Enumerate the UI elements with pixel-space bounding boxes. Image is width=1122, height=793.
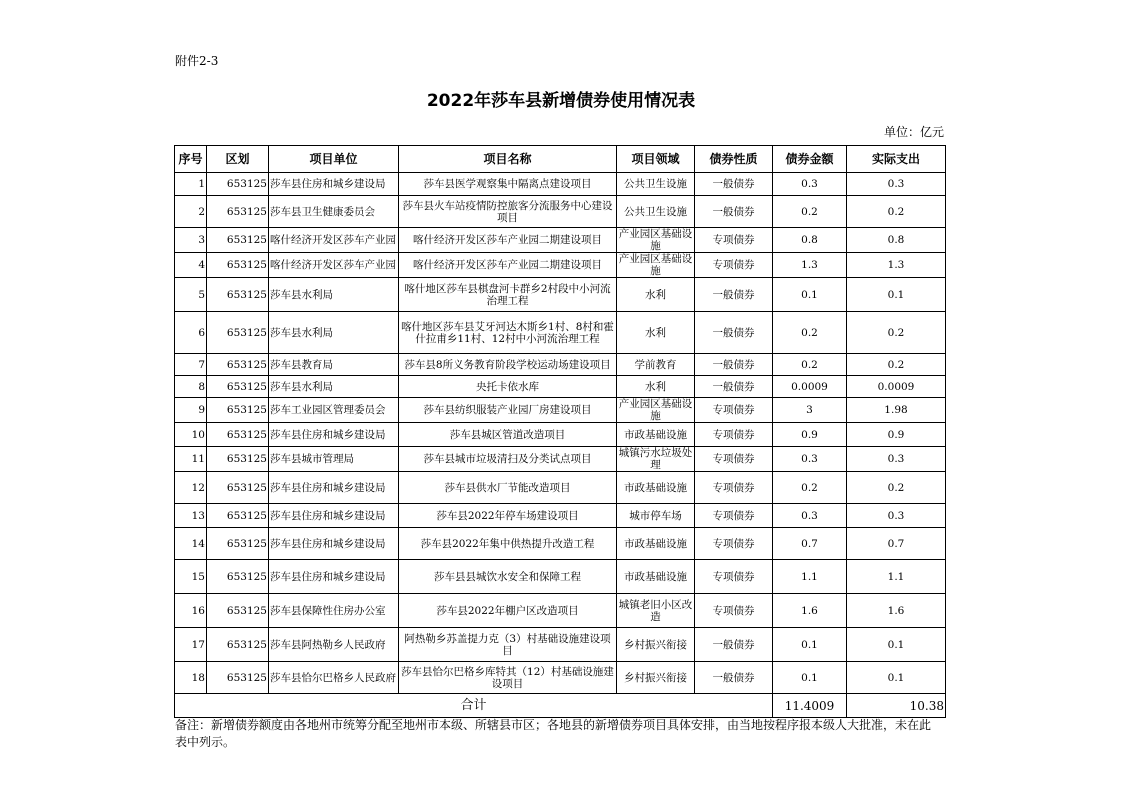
row-spent: 0.1 xyxy=(847,278,946,312)
row-amount: 0.7 xyxy=(773,528,847,560)
page-title: 2022年莎车县新增债券使用情况表 xyxy=(426,91,696,111)
row-unit: 莎车县保障性住房办公室 xyxy=(269,594,399,628)
header-field: 项目领域 xyxy=(617,146,695,173)
row-field: 城镇污水垃圾处理 xyxy=(617,447,695,472)
row-code: 653125 xyxy=(207,472,269,504)
row-bond-type: 专项债券 xyxy=(695,594,773,628)
row-field: 城市停车场 xyxy=(617,504,695,528)
row-amount: 3 xyxy=(773,398,847,423)
row-unit: 莎车县水利局 xyxy=(269,376,399,398)
row-field: 市政基础设施 xyxy=(617,472,695,504)
row-project-name: 莎车县2022年集中供热提升改造工程 xyxy=(399,528,617,560)
row-project-name: 喀什经济开发区莎车产业园二期建设项目 xyxy=(399,228,617,253)
table-row xyxy=(175,447,946,472)
row-project-name: 莎车县供水厂节能改造项目 xyxy=(399,472,617,504)
table-row xyxy=(175,504,946,528)
header-amount: 债券金额 xyxy=(773,146,847,173)
row-unit: 莎车县住房和城乡建设局 xyxy=(269,504,399,528)
total-label: 合计 xyxy=(175,694,773,718)
row-code: 653125 xyxy=(207,628,269,662)
row-unit: 莎车县住房和城乡建设局 xyxy=(269,560,399,594)
row-bond-type: 专项债券 xyxy=(695,560,773,594)
row-no: 15 xyxy=(175,560,207,594)
row-project-name: 阿热勒乡苏盖提力克（3）村基础设施建设项目 xyxy=(399,628,617,662)
footnote: 备注：新增债券额度由各地州市统筹分配至地州市本级、所辖县市区；各地县的新增债券项目具体安排，由当地按程序报本级人大批准，未在此表中列示。 xyxy=(175,718,932,749)
row-amount: 0.0009 xyxy=(773,376,847,398)
row-bond-type: 一般债券 xyxy=(695,354,773,376)
row-code: 653125 xyxy=(207,253,269,278)
row-project-name: 莎车县火车站疫情防控旅客分流服务中心建设项目 xyxy=(399,196,617,228)
table-row xyxy=(175,662,946,694)
row-project-name: 莎车县城区管道改造项目 xyxy=(399,423,617,447)
row-unit: 莎车县阿热勒乡人民政府 xyxy=(269,628,399,662)
row-code: 653125 xyxy=(207,228,269,253)
row-bond-type: 专项债券 xyxy=(695,528,773,560)
row-code: 653125 xyxy=(207,376,269,398)
row-no: 8 xyxy=(175,376,207,398)
row-project-name: 央托卡依水库 xyxy=(399,376,617,398)
row-no: 9 xyxy=(175,398,207,423)
row-project-name: 莎车县县城饮水安全和保障工程 xyxy=(399,560,617,594)
row-field: 水利 xyxy=(617,376,695,398)
row-spent: 1.3 xyxy=(847,253,946,278)
row-amount: 1.3 xyxy=(773,253,847,278)
row-amount: 0.1 xyxy=(773,662,847,694)
row-bond-type: 一般债券 xyxy=(695,628,773,662)
row-amount: 0.1 xyxy=(773,278,847,312)
row-bond-type: 一般债券 xyxy=(695,173,773,196)
header-no: 序号 xyxy=(175,146,207,173)
row-field: 市政基础设施 xyxy=(617,528,695,560)
row-spent: 1.1 xyxy=(847,560,946,594)
row-no: 2 xyxy=(175,196,207,228)
row-bond-type: 一般债券 xyxy=(695,312,773,354)
row-bond-type: 一般债券 xyxy=(695,662,773,694)
debt-usage-table xyxy=(174,145,946,718)
row-project-name: 喀什地区莎车县棋盘河卡群乡2村段中小河流治理工程 xyxy=(399,278,617,312)
row-no: 7 xyxy=(175,354,207,376)
row-field: 公共卫生设施 xyxy=(617,173,695,196)
row-project-name: 莎车县2022年棚户区改造项目 xyxy=(399,594,617,628)
row-unit: 喀什经济开发区莎车产业园 xyxy=(269,228,399,253)
row-no: 11 xyxy=(175,447,207,472)
table-row xyxy=(175,560,946,594)
header-type: 债券性质 xyxy=(695,146,773,173)
table-row xyxy=(175,594,946,628)
table-row xyxy=(175,376,946,398)
row-spent: 0.3 xyxy=(847,447,946,472)
row-amount: 1.6 xyxy=(773,594,847,628)
row-no: 14 xyxy=(175,528,207,560)
row-unit: 莎车县住房和城乡建设局 xyxy=(269,173,399,196)
row-amount: 0.2 xyxy=(773,196,847,228)
row-bond-type: 专项债券 xyxy=(695,504,773,528)
row-spent: 0.9 xyxy=(847,423,946,447)
row-amount: 1.1 xyxy=(773,560,847,594)
row-field: 水利 xyxy=(617,312,695,354)
row-field: 产业园区基础设施 xyxy=(617,398,695,423)
table-row xyxy=(175,528,946,560)
row-no: 18 xyxy=(175,662,207,694)
row-spent: 1.6 xyxy=(847,594,946,628)
table-row xyxy=(175,472,946,504)
row-bond-type: 专项债券 xyxy=(695,228,773,253)
row-no: 4 xyxy=(175,253,207,278)
row-spent: 0.1 xyxy=(847,662,946,694)
row-bond-type: 一般债券 xyxy=(695,196,773,228)
row-project-name: 莎车县医学观察集中隔离点建设项目 xyxy=(399,173,617,196)
row-no: 5 xyxy=(175,278,207,312)
table-row xyxy=(175,628,946,662)
row-spent: 0.8 xyxy=(847,228,946,253)
row-unit: 莎车县水利局 xyxy=(269,278,399,312)
row-code: 653125 xyxy=(207,662,269,694)
row-amount: 0.2 xyxy=(773,312,847,354)
row-amount: 0.1 xyxy=(773,628,847,662)
row-amount: 0.9 xyxy=(773,423,847,447)
unit-label: 单位：亿元 xyxy=(883,125,944,139)
row-no: 1 xyxy=(175,173,207,196)
row-unit: 莎车工业园区管理委员会 xyxy=(269,398,399,423)
table-row xyxy=(175,312,946,354)
row-bond-type: 专项债券 xyxy=(695,253,773,278)
row-code: 653125 xyxy=(207,173,269,196)
row-unit: 莎车县城市管理局 xyxy=(269,447,399,472)
table-row xyxy=(175,196,946,228)
table-row xyxy=(175,228,946,253)
table-row xyxy=(175,423,946,447)
row-no: 17 xyxy=(175,628,207,662)
header-name: 项目名称 xyxy=(399,146,617,173)
row-code: 653125 xyxy=(207,447,269,472)
row-project-name: 莎车县2022年停车场建设项目 xyxy=(399,504,617,528)
row-code: 653125 xyxy=(207,594,269,628)
row-code: 653125 xyxy=(207,354,269,376)
row-code: 653125 xyxy=(207,528,269,560)
row-project-name: 莎车县城市垃圾清扫及分类试点项目 xyxy=(399,447,617,472)
row-amount: 0.3 xyxy=(773,173,847,196)
row-code: 653125 xyxy=(207,504,269,528)
table-row xyxy=(175,354,946,376)
table-row xyxy=(175,173,946,196)
row-field: 市政基础设施 xyxy=(617,560,695,594)
row-amount: 0.2 xyxy=(773,472,847,504)
row-bond-type: 专项债券 xyxy=(695,472,773,504)
row-field: 市政基础设施 xyxy=(617,423,695,447)
row-no: 13 xyxy=(175,504,207,528)
row-unit: 莎车县恰尔巴格乡人民政府 xyxy=(269,662,399,694)
row-bond-type: 专项债券 xyxy=(695,423,773,447)
row-amount: 0.3 xyxy=(773,504,847,528)
row-spent: 0.2 xyxy=(847,354,946,376)
row-no: 16 xyxy=(175,594,207,628)
row-field: 乡村振兴衔接 xyxy=(617,662,695,694)
table-row xyxy=(175,398,946,423)
row-field: 水利 xyxy=(617,278,695,312)
row-bond-type: 专项债券 xyxy=(695,447,773,472)
row-spent: 0.1 xyxy=(847,628,946,662)
row-project-name: 莎车县恰尔巴格乡库特其（12）村基础设施建设项目 xyxy=(399,662,617,694)
row-no: 3 xyxy=(175,228,207,253)
row-no: 6 xyxy=(175,312,207,354)
row-spent: 0.0009 xyxy=(847,376,946,398)
row-field: 城镇老旧小区改造 xyxy=(617,594,695,628)
row-unit: 莎车县教育局 xyxy=(269,354,399,376)
row-field: 公共卫生设施 xyxy=(617,196,695,228)
row-project-name: 莎车县纺织服装产业园厂房建设项目 xyxy=(399,398,617,423)
row-project-name: 喀什地区莎车县艾牙河达木斯乡1村、8村和霍什拉甫乡11村、12村中小河流治理工程 xyxy=(399,312,617,354)
row-amount: 0.2 xyxy=(773,354,847,376)
header-spent: 实际支出 xyxy=(847,146,946,173)
row-spent: 0.2 xyxy=(847,312,946,354)
row-spent: 0.3 xyxy=(847,504,946,528)
row-spent: 0.3 xyxy=(847,173,946,196)
row-field: 产业园区基础设施 xyxy=(617,253,695,278)
row-amount: 0.3 xyxy=(773,447,847,472)
header-unit: 项目单位 xyxy=(269,146,399,173)
row-no: 12 xyxy=(175,472,207,504)
row-field: 学前教育 xyxy=(617,354,695,376)
row-unit: 莎车县卫生健康委员会 xyxy=(269,196,399,228)
total-amount: 11.4009 xyxy=(773,694,847,718)
row-unit: 喀什经济开发区莎车产业园 xyxy=(269,253,399,278)
row-project-name: 莎车县8所义务教育阶段学校运动场建设项目 xyxy=(399,354,617,376)
row-unit: 莎车县住房和城乡建设局 xyxy=(269,528,399,560)
row-spent: 1.98 xyxy=(847,398,946,423)
row-bond-type: 一般债券 xyxy=(695,376,773,398)
row-amount: 0.8 xyxy=(773,228,847,253)
row-project-name: 喀什经济开发区莎车产业园二期建设项目 xyxy=(399,253,617,278)
row-code: 653125 xyxy=(207,398,269,423)
total-row xyxy=(175,694,946,718)
row-no: 10 xyxy=(175,423,207,447)
row-spent: 0.2 xyxy=(847,472,946,504)
row-code: 653125 xyxy=(207,196,269,228)
row-unit: 莎车县水利局 xyxy=(269,312,399,354)
row-code: 653125 xyxy=(207,423,269,447)
row-unit: 莎车县住房和城乡建设局 xyxy=(269,472,399,504)
row-spent: 0.7 xyxy=(847,528,946,560)
row-code: 653125 xyxy=(207,278,269,312)
table-header-row xyxy=(175,146,946,173)
table-row xyxy=(175,278,946,312)
row-unit: 莎车县住房和城乡建设局 xyxy=(269,423,399,447)
total-spent: 10.38 xyxy=(847,694,946,718)
row-field: 产业园区基础设施 xyxy=(617,228,695,253)
row-code: 653125 xyxy=(207,560,269,594)
table-row xyxy=(175,253,946,278)
row-bond-type: 专项债券 xyxy=(695,398,773,423)
row-field: 乡村振兴衔接 xyxy=(617,628,695,662)
row-code: 653125 xyxy=(207,312,269,354)
header-code: 区划 xyxy=(207,146,269,173)
row-bond-type: 一般债券 xyxy=(695,278,773,312)
attachment-label: 附件2-3 xyxy=(175,54,219,68)
row-spent: 0.2 xyxy=(847,196,946,228)
